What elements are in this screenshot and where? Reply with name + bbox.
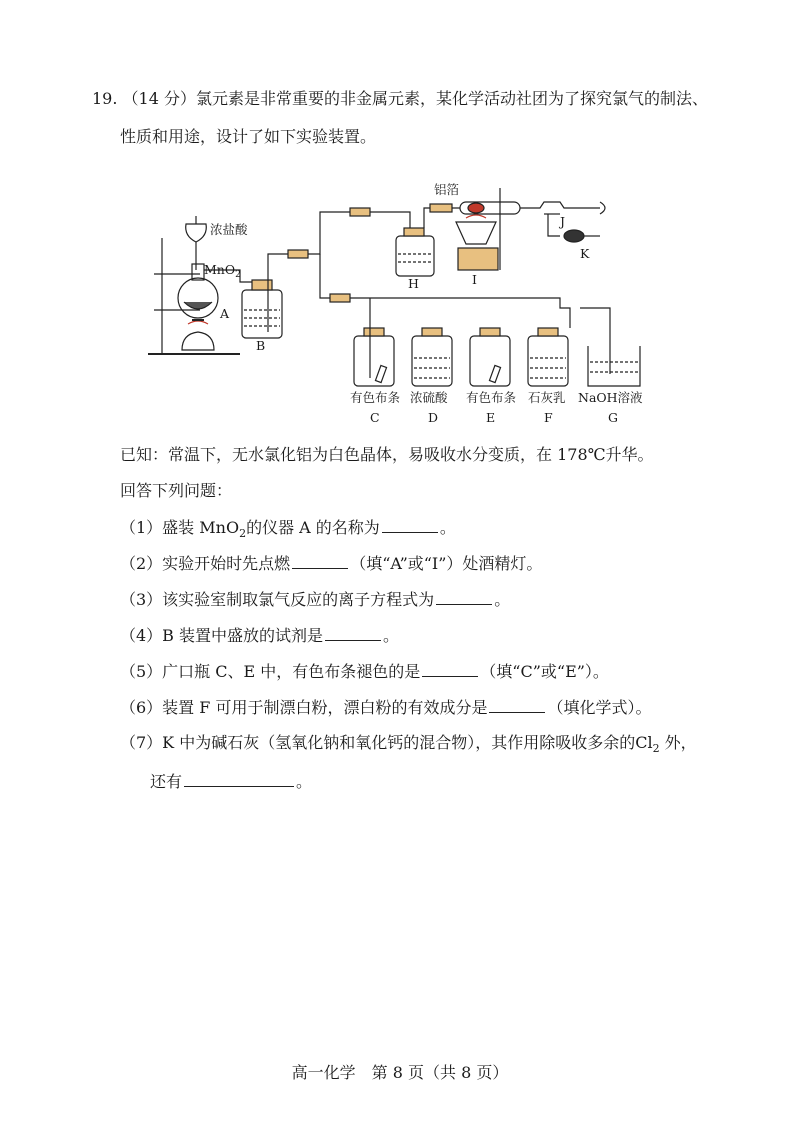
sub-question-4: （4）B 装置中盛放的试剂是 。: [120, 626, 400, 645]
answer-blank-5[interactable]: [422, 660, 478, 677]
apparatus-diagram: [140, 178, 660, 428]
label-e: E: [486, 410, 496, 425]
label-g: G: [608, 410, 618, 425]
label-i: I: [472, 272, 477, 287]
answer-blank-1[interactable]: [382, 516, 438, 533]
answer-blank-3[interactable]: [436, 588, 492, 605]
label-c-text: 有色布条: [350, 390, 401, 405]
answer-blank-7[interactable]: [184, 770, 294, 787]
label-f: F: [544, 410, 553, 425]
mno2-solid: [184, 302, 212, 309]
answer-blank-4[interactable]: [325, 624, 381, 641]
sub-question-1: （1）盛装 MnO$_2$的仪器 A 的名称为 。: [120, 518, 456, 541]
sub-question-2: （2）实验开始时先点燃 （填“A”或“I”）处酒精灯。: [120, 554, 543, 573]
known-info: 已知：常温下，无水氯化铝为白色晶体，易吸收水分变质，在 178℃升华。: [120, 445, 654, 464]
bottle-h: [396, 236, 434, 276]
sub-question-3: （3）该实验室制取氯气反应的离子方程式为 。: [120, 590, 511, 609]
label-d-text: 浓硫酸: [410, 390, 448, 405]
flask-a: [178, 278, 218, 318]
label-c: C: [370, 410, 380, 425]
drying-tube-k: [564, 230, 584, 242]
question-intro-text: （14 分）氯元素是非常重要的非金属元素，某化学活动社团为了探究氯气的制法、: [122, 89, 708, 108]
answer-blank-6[interactable]: [489, 696, 545, 713]
question-number: 19.: [92, 89, 118, 108]
sub-question-7-cont: 还有 。: [150, 772, 313, 791]
burner-a: [182, 332, 214, 350]
collector-j: [520, 202, 600, 208]
label-mno2: MnO$_2$: [204, 262, 241, 280]
burner-i-gauze: [456, 222, 496, 244]
label-al-foil: 铝箔: [434, 182, 460, 197]
label-j: J: [560, 214, 566, 229]
sub-question-7: （7）K 中为碱石灰（氢氧化钠和氧化钙的混合物），其作用除吸收多余的$Cl_2$ 外，: [120, 733, 697, 756]
al-foil: [468, 203, 484, 213]
beaker-g: [588, 346, 640, 386]
question-intro-line1: [92, 88, 708, 110]
label-a: A: [220, 306, 230, 321]
bottle-c: [354, 336, 394, 386]
page-footer: 高一化学 第 8 页（共 8 页）: [291, 1063, 509, 1082]
label-b: B: [256, 338, 266, 353]
bottle-b: [242, 290, 282, 338]
label-h: H: [408, 276, 419, 291]
separatory-funnel: [186, 224, 207, 242]
answer-prompt: 回答下列问题：: [120, 481, 233, 500]
label-conc-hcl: 浓盐酸: [210, 222, 248, 237]
label-g-text: NaOH溶液: [578, 390, 643, 405]
sub-question-5: （5）广口瓶 C、E 中，有色布条褪色的是 （填“C”或“E”）。: [120, 662, 609, 681]
sub-question-6: （6）装置 F 可用于制漂白粉，漂白粉的有效成分是 （填化学式）。: [120, 698, 652, 717]
burner-a-flame: [188, 321, 208, 324]
label-k: K: [580, 246, 590, 261]
answer-blank-2[interactable]: [292, 552, 348, 569]
label-e-text: 有色布条: [466, 390, 517, 405]
label-f-text: 石灰乳: [528, 390, 566, 405]
question-intro-line2: 性质和用途，设计了如下实验装置。: [120, 127, 377, 146]
label-d: D: [428, 410, 439, 425]
stopper-b: [252, 280, 272, 290]
burner-i-stand: [458, 248, 498, 270]
